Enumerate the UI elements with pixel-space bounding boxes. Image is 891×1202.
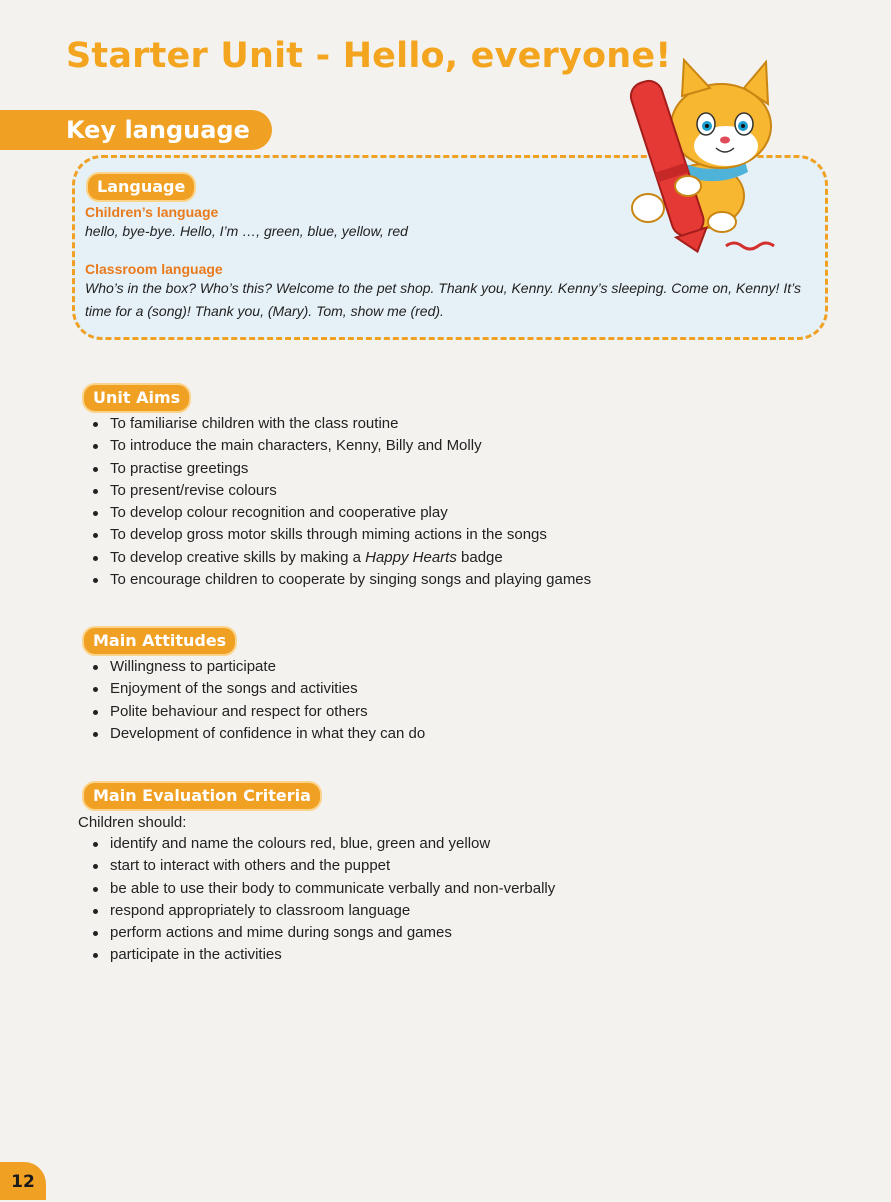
list-item: To introduce the main characters, Kenny, Billy and Molly: [86, 435, 591, 457]
main-attitudes-list: [86, 656, 425, 745]
main-attitudes-heading: Main Attitudes: [82, 626, 237, 656]
evaluation-list: [86, 833, 555, 967]
classroom-language-heading: Classroom language: [85, 261, 223, 277]
childrens-language-text: hello, bye-bye. Hello, I’m …, green, blue, yellow, red: [85, 223, 408, 239]
list-item: To familiarise children with the class routine: [86, 413, 591, 435]
list-item: Polite behaviour and respect for others: [86, 701, 425, 723]
list-item: start to interact with others and the puppet: [86, 855, 555, 877]
happy-hearts-title: Happy Hearts: [365, 548, 457, 566]
evaluation-heading: Main Evaluation Criteria: [82, 781, 322, 811]
page-title: Starter Unit - Hello, everyone!: [66, 36, 672, 76]
unit-aims-heading: Unit Aims: [82, 383, 191, 413]
list-item: perform actions and mime during songs and games: [86, 922, 555, 944]
language-pill: Language: [86, 172, 196, 202]
list-item: respond appropriately to classroom language: [86, 900, 555, 922]
list-item: To develop gross motor skills through miming actions in the songs: [86, 524, 591, 546]
list-item: To practise greetings: [86, 458, 591, 480]
list-item: To present/revise colours: [86, 480, 591, 502]
childrens-language-heading: Children’s language: [85, 204, 219, 220]
cat-with-crayon-icon: [626, 46, 776, 256]
classroom-language-text: Who’s in the box? Who’s this? Welcome to the pet shop. Thank you, Kenny. Kenny’s sleeping. Come on, Kenny! It’s time for a (song)! Thank you, (Mary). Tom, show me (red).: [85, 280, 801, 319]
list-item: To encourage children to cooperate by singing songs and playing games: [86, 569, 591, 591]
list-item: identify and name the colours red, blue, green and yellow: [86, 833, 555, 855]
unit-aims-list: [86, 413, 591, 591]
list-item-text: To develop creative skills by making a: [110, 548, 361, 566]
list-item: [86, 547, 591, 569]
list-item: To develop colour recognition and cooperative play: [86, 502, 591, 524]
page-number: 12: [0, 1162, 46, 1200]
badge-word: badge: [456, 548, 503, 566]
key-language-banner: Key language: [0, 110, 272, 150]
list-item: participate in the activities: [86, 944, 555, 966]
list-item: be able to use their body to communicate verbally and non-verbally: [86, 878, 555, 900]
list-item: Development of confidence in what they can do: [86, 723, 425, 745]
evaluation-intro: Children should:: [78, 814, 187, 831]
list-item: Willingness to participate: [86, 656, 425, 678]
list-item: Enjoyment of the songs and activities: [86, 678, 425, 700]
